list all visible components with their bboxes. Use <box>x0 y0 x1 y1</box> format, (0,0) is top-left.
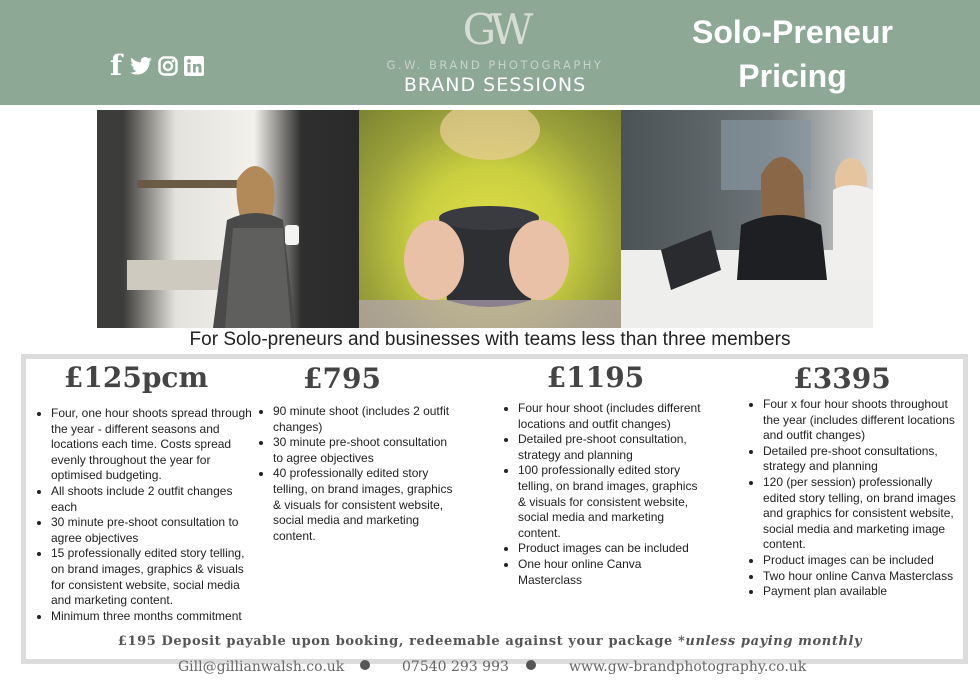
deposit-text: £195 Deposit payable upon booking, redeemable against your package <box>117 634 679 649</box>
page-title-line1: Solo-Preneur <box>692 14 893 50</box>
list-item: • 90 minute shoot (includes 2 outfit changes) <box>273 404 456 435</box>
photo-coffee-mug <box>359 110 621 328</box>
deposit-italic-note: *unless paying monthly <box>678 634 863 649</box>
photo-woman-kitchen <box>97 110 359 328</box>
instagram-icon[interactable] <box>158 56 178 76</box>
list-item: • 100 professionally edited story telling, on brand images, graphics & visuals for consistent website, social media and marketing content. <box>518 463 706 541</box>
pricing-table <box>21 354 968 664</box>
list-item: • Minimum three months commitment <box>51 609 254 625</box>
list-item: • One hour online Canva Masterclass <box>518 557 706 588</box>
list-item: • Payment plan available <box>763 584 956 600</box>
page-title <box>680 10 905 98</box>
audience-subtitle: For Solo-preneurs and businesses with teams less than three members <box>189 329 791 350</box>
package-card <box>34 359 254 624</box>
list-item: • Four x four hour shoots throughout the year (includes different locations and outfit changes) <box>763 397 956 444</box>
list-item: • Four, one hour shoots spread through the year - different seasons and locations each time. Costs spread evenly throughout the year for optimised budgeting. <box>51 406 254 484</box>
package-price: £125pcm <box>63 361 209 394</box>
list-item: • 120 (per session) professionally edited story telling, on brand images and graphics for consistent website, social media and marketing image content. <box>763 475 956 553</box>
page-title-line2: Pricing <box>738 58 847 94</box>
package-price: £3395 <box>793 362 891 395</box>
list-item: • 30 minute pre-shoot consultation to agree objectives <box>51 515 254 546</box>
package-price: £795 <box>303 362 381 395</box>
twitter-icon[interactable] <box>130 57 152 75</box>
separator-dot <box>360 660 370 670</box>
list-item: • Detailed pre-shoot consultation, strategy and planning <box>518 432 706 463</box>
package-features <box>501 401 706 588</box>
list-item: • Product images can be included <box>518 541 706 557</box>
photo-meeting <box>621 110 873 328</box>
facebook-icon[interactable]: f <box>110 49 123 82</box>
email-link[interactable]: Gill@gillianwalsh.co.uk <box>178 659 345 675</box>
header-banner <box>0 0 980 105</box>
list-item: • All shoots include 2 outfit changes each <box>51 484 254 515</box>
list-item: • 15 professionally edited story telling, on brand images, graphics & visuals for consistent website, social media and marketing content. <box>51 546 254 608</box>
contact-footer <box>0 657 980 679</box>
list-item: • 30 minute pre-shoot consultation to agree objectives <box>273 435 456 466</box>
logo-monogram: GW <box>462 5 528 54</box>
package-price: £1195 <box>546 361 645 394</box>
list-item: • Product images can be included <box>763 553 956 569</box>
package-card <box>746 359 956 600</box>
deposit-note <box>0 634 980 649</box>
linkedin-icon[interactable] <box>184 56 204 76</box>
separator-dot <box>526 660 536 670</box>
list-item: • 40 professionally edited story telling, on brand images, graphics & visuals for consistent website, social media and marketing content. <box>273 466 456 544</box>
photo-strip <box>97 110 873 328</box>
website-link[interactable]: www.gw-brandphotography.co.uk <box>569 659 807 675</box>
package-card <box>256 359 456 544</box>
logo-title: BRAND SESSIONS <box>403 74 587 96</box>
package-features <box>746 397 956 600</box>
brand-logo <box>380 5 610 96</box>
list-item: • Two hour online Canva Masterclass <box>763 569 956 585</box>
list-item: • Detailed pre-shoot consultations, strategy and planning <box>763 444 956 475</box>
logo-subtitle: G.W. BRAND PHOTOGRAPHY <box>386 58 604 72</box>
package-features <box>34 406 254 624</box>
package-card <box>501 359 706 588</box>
package-features <box>256 404 456 544</box>
social-icons <box>110 49 204 82</box>
list-item: • Four hour shoot (includes different locations and outfit changes) <box>518 401 706 432</box>
phone-number[interactable]: 07540 293 993 <box>402 659 509 675</box>
